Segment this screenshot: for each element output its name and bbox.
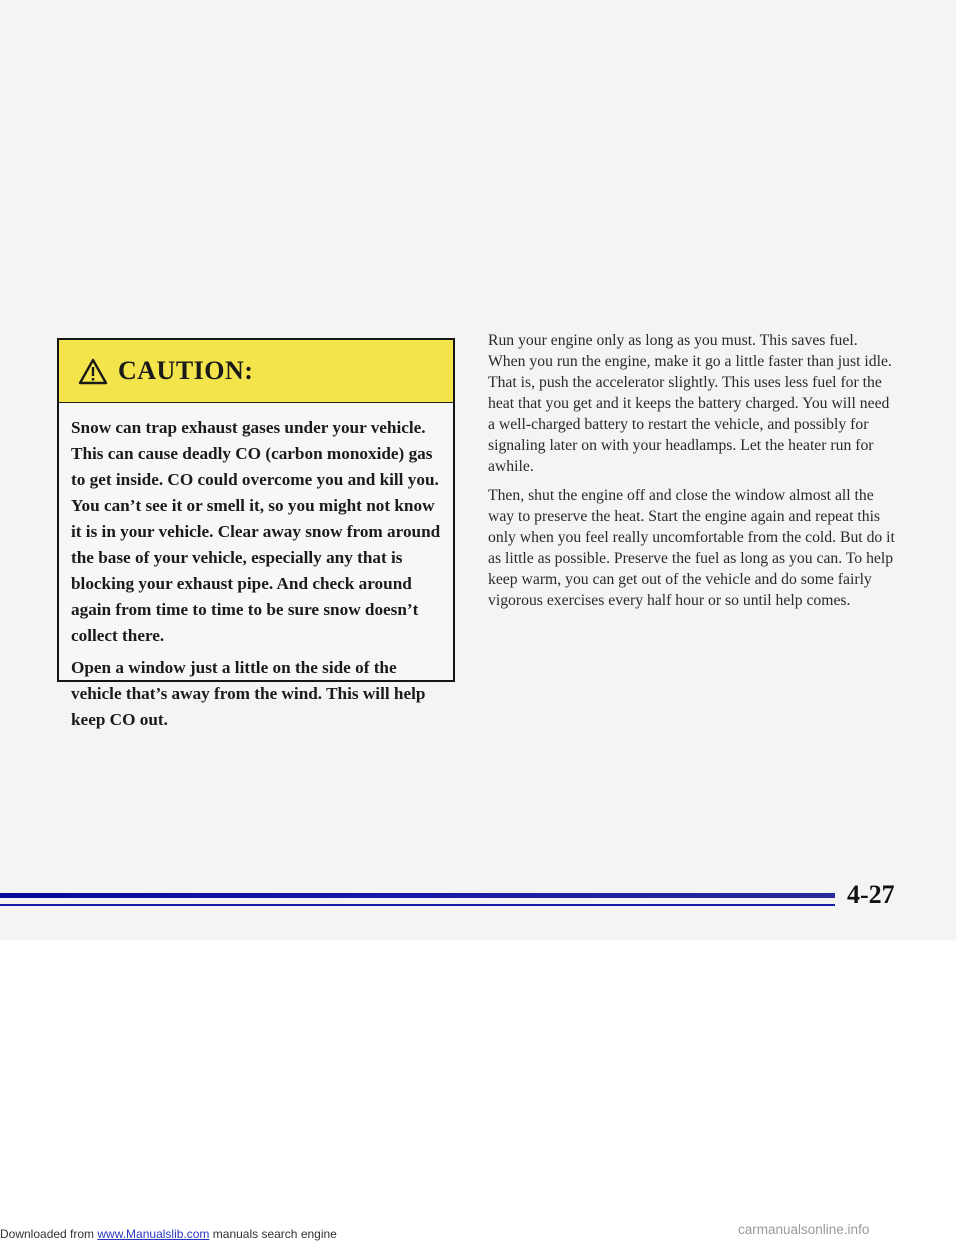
footer-rule [0,893,835,898]
footer-suffix: manuals search engine [209,1227,337,1241]
caution-box [57,338,455,729]
footer-rule-thin [0,904,835,906]
manualslib-link[interactable]: www.Manualslib.com [97,1227,210,1241]
warning-triangle-icon [78,358,108,385]
watermark-text: carmanualsonline.info [738,1222,870,1237]
download-footer [0,1227,337,1241]
caution-paragraph: Snow can trap exhaust gases under your vehicle. This can cause deadly CO (carbon monoxide) gas to get inside. CO could overcome you and kill you. You can’t see it or smell it, so you might not know it is in your vehicle. Clear away snow from around the base of your vehicle, especially any that is blocking your exhaust pipe. And check around again from time to time to be sure snow doesn’t collect there. [71,418,441,645]
body-text [488,330,898,619]
body-paragraph: Run your engine only as long as you must. This saves fuel. When you run the engine, make it go a little faster than just idle. That is, push the accelerator slightly. This uses less fuel for the heat that you get and it keeps the battery charged. You will need a well-charged battery to restart the vehicle, and possibly for signaling later on with your headlamps. Let the heater run for awhile. [488,332,892,475]
caution-header [59,340,453,403]
caution-title: CAUTION: [118,356,254,385]
caution-body [59,403,453,733]
page-number: 4-27 [847,880,895,909]
caution-paragraph: Open a window just a little on the side of the vehicle that’s away from the wind. This will help keep CO out. [71,658,426,729]
body-paragraph: Then, shut the engine off and close the window almost all the way to preserve the heat. Start the engine again and repeat this only when you feel really uncomfortable from the cold. But do it as little as possible. Preserve the fuel as long as you can. To help keep warm, you can get out of the vehicle and do some fairly vigorous exercises every half hour or so until help comes. [488,487,895,609]
footer-prefix: Downloaded from [0,1227,98,1241]
